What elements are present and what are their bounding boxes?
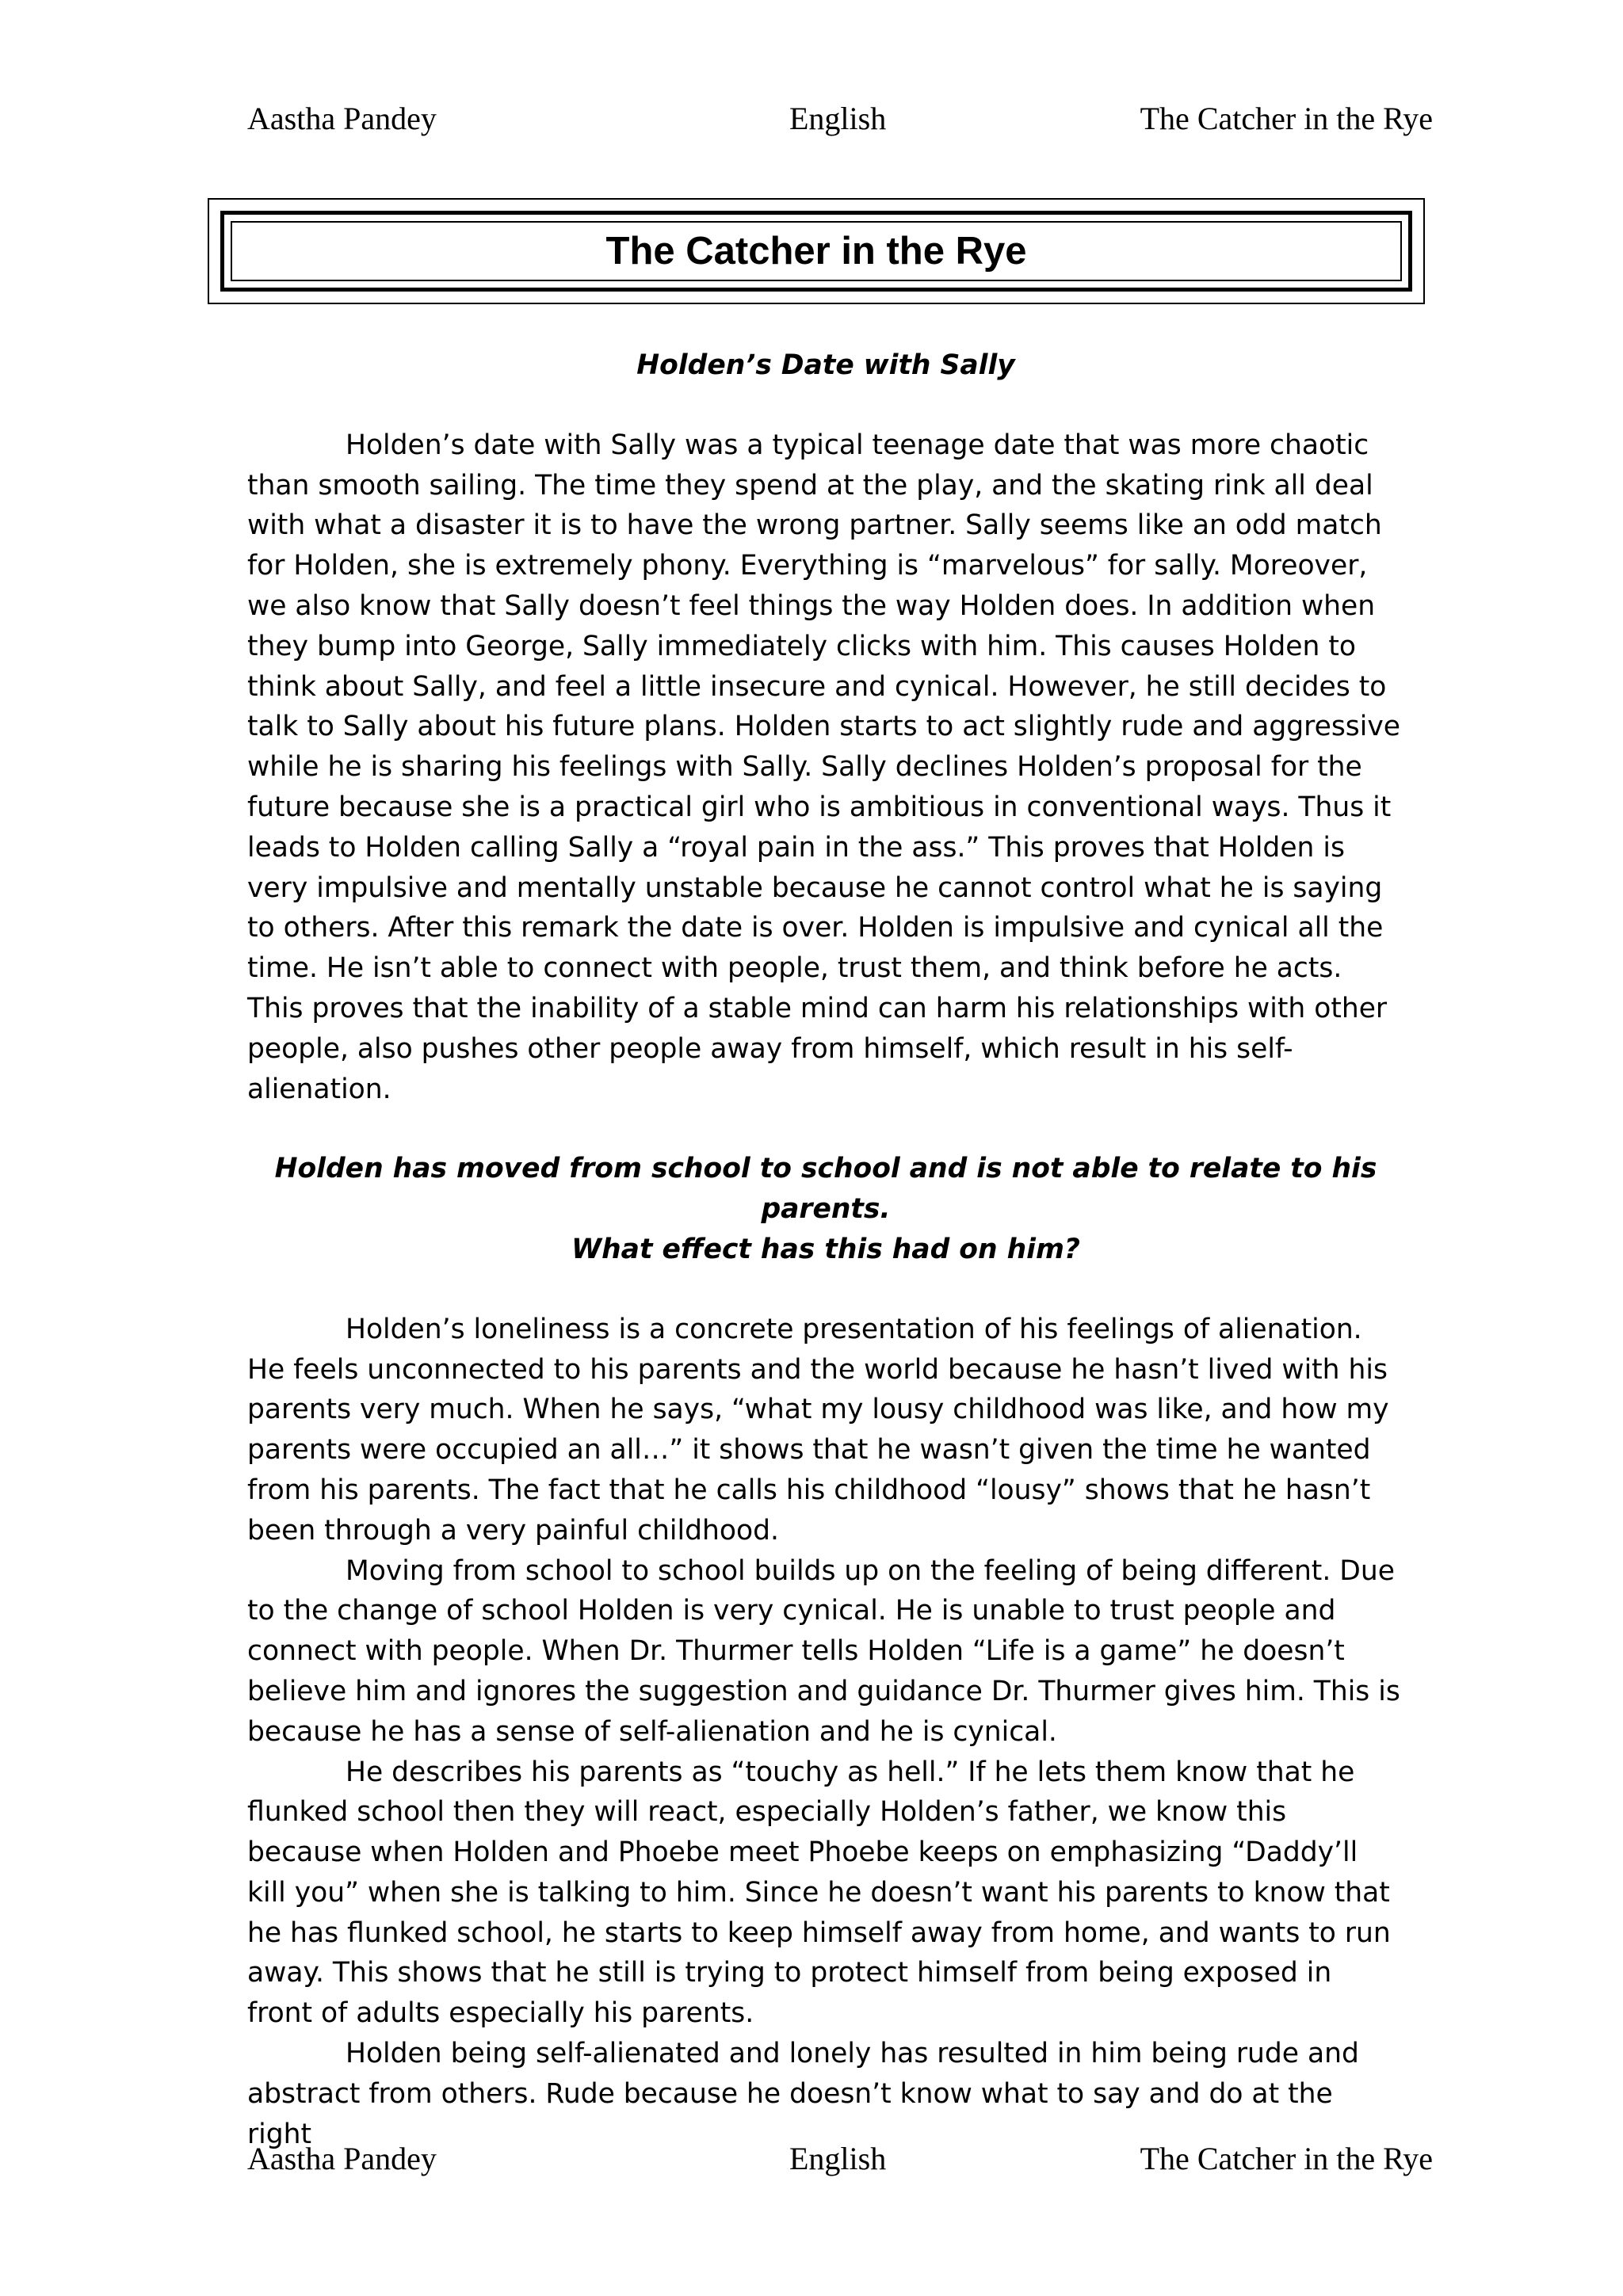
paragraph: Holden being self-alienated and lonely has resulted in him being rude and abstract from others. Rude because he doesn’t know what to say and do at the right [247, 2038, 1359, 2150]
section-heading-line: What effect has this had on him? [571, 1233, 1080, 1265]
header-author: Aastha Pandey [247, 101, 437, 136]
paragraph: He describes his parents as “touchy as hell.” If he lets them know that he flunked school then they will react, especially Holden’s father, we know this because when Holden and Phoebe meet Phoebe keeps on emphasizing “Daddy’ll kill you” when she is talking to him. Since he doesn’t want his parents to know that he has flunked school, he starts to keep himself away from home, and wants to run away. This shows that he still is trying to protect himself from being exposed in front of adults especially his parents. [247, 1756, 1391, 2030]
footer-subject: English [789, 2141, 887, 2176]
paragraph: Moving from school to school builds up on the feeling of being different. Due to the change of school Holden is very cynical. He is unable to trust people and connect with people. When Dr. Thurmer tells Holden “Life is a game” he doesn’t believe him and ignores the suggestion and guidance Dr. Thurmer gives him. This is because he has a sense of self-alienation and he is cynical. [247, 1554, 1400, 1748]
document-body [247, 345, 1404, 2154]
paragraph: Holden’s loneliness is a concrete presentation of his feelings of alienation. He feels unconnected to his parents and the world because he hasn’t lived with his parents very much. When he says, “what my lousy childhood was like, and how my parents were occupied an all…” it shows that he wasn’t given the time he wanted from his parents. The fact that he calls his childhood “lousy” shows that he hasn’t been through a very painful childhood. [247, 1313, 1389, 1547]
page-header [247, 99, 1433, 139]
title-box-frame [220, 211, 1412, 292]
paragraph: Holden’s date with Sally was a typical teenage date that was more chaotic than smooth sailing. The time they spend at the play, and the skating rink all deal with what a disaster it is to have the wrong partner. Sally seems like an odd match for Holden, she is extremely phony. Everything is “marvelous” for sally. Moreover, we also know that Sally doesn’t feel things the way Holden does. In addition when they bump into George, Sally immediately clicks with him. This causes Holden to think about Sally, and feel a little insecure and cynical. However, he still decides to talk to Sally about his future plans. Holden starts to act slightly rude and aggressive while he is sharing his feelings with Sally. Sally declines Holden’s proposal for the future because she is a practical girl who is ambitious in conventional ways. Thus it leads to Holden calling Sally a “royal pain in the ass.” This proves that Holden is very impulsive and mentally unstable because he cannot control what he is saying to others. After this remark the date is over. Holden is impulsive and cynical all the time. He isn’t able to connect with people, trust them, and think before he acts. This proves that the inability of a stable mind can harm his relationships with other people, also pushes other people away from himself, which result in his self-alienation. [247, 429, 1400, 1105]
page-title: The Catcher in the Rye [231, 221, 1402, 281]
title-box [208, 198, 1425, 304]
footer-author: Aastha Pandey [247, 2141, 437, 2176]
section-heading-school-to-school [247, 1149, 1404, 1269]
page-footer [247, 2139, 1433, 2179]
section-heading-date-with-sally: Holden’s Date with Sally [636, 349, 1015, 381]
section-heading-line: Holden has moved from school to school and is not able to relate to his parents. [274, 1153, 1377, 1226]
header-work: The Catcher in the Rye [1140, 101, 1433, 136]
footer-work: The Catcher in the Rye [1140, 2141, 1433, 2176]
header-subject: English [789, 101, 887, 136]
